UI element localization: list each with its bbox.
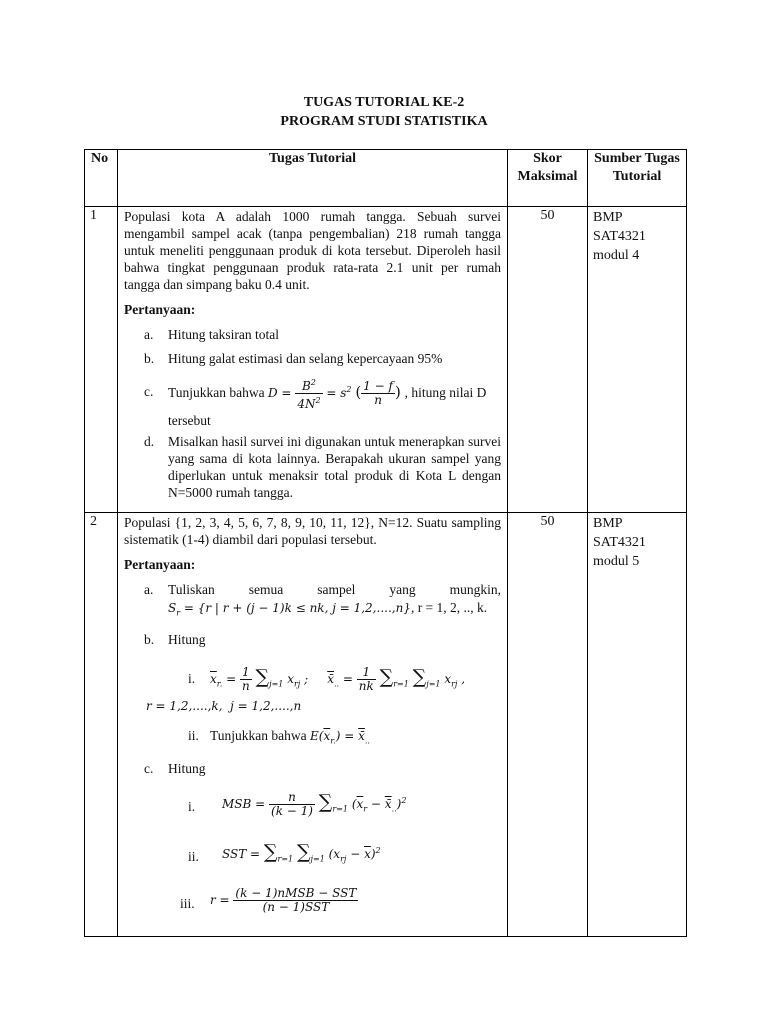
question-label: Pertanyaan: [124, 302, 196, 317]
item-label: a. [144, 582, 154, 597]
score-cell: 50 [508, 513, 588, 937]
source-line: BMP [593, 516, 623, 531]
question-label: Pertanyaan: [124, 557, 196, 572]
formula-sst: SST = $\sum_{r=1}$ $\sum_{j=1}$ $(x_{rj} - \overline{x})^2$ [222, 840, 381, 864]
sub-item [124, 728, 501, 745]
formula-means: $\overline{x}_{r.}$ = $\frac{1}{n}$ $\sum_{j=1}$ $x_{rj}$ ; $x̄_{..}$ = $\frac{1}{nk}$ $\sum_{r=1}$ $\sum_{j=1}$ $x_{rj}$ , [210, 665, 466, 694]
document-title: TUGAS TUTORIAL KE-2 [303, 95, 465, 110]
formula-sample-set: $S_r = \{r$ | r + (j − 1)k ≤ nk, j = 1,2,....,n} [168, 601, 411, 618]
formula-expectation: $E(\overline{x}_{r.})$ = $x̄_{..}$ [310, 729, 370, 746]
table-header-row [85, 150, 687, 207]
sub-item [124, 662, 501, 696]
item-text: Misalkan hasil survei ini digunakan untuk menerapkan survei yang sama di kota lainnya. Berapakah ukuran sampel yang diperlukan untuk menaksir total produk di Kota L dengan N=5000 rumah tangga. [168, 434, 501, 500]
table-row [85, 207, 687, 513]
formula-r: r = $\frac{\text{(k − 1)nMSB − SST}}{\text{(n − 1)SST}}$ [210, 885, 357, 914]
column-header-score: Skor Maksimal [508, 150, 588, 207]
item-text: Hitung [168, 632, 206, 648]
item-label: b. [144, 632, 155, 648]
sub-item-label: ii. [188, 728, 199, 744]
task-description: Populasi kota A adalah 1000 rumah tangga. Sebuah survei mengambil sampel acak (tanpa pengembalian) 218 rumah tangga untuk meneliti penggunaan produk di kota tersebut. Diperoleh hasil bahwa tingkat penggunaan produk rata-rata 2.1 unit per rumah tangga dan simpang baku 0.4 unit. [124, 209, 501, 292]
list-item [124, 326, 501, 343]
formula-index-range: r = 1,2,....,k, j = 1,2,....,n [146, 699, 302, 714]
item-label: d. [144, 434, 155, 449]
list-item [124, 374, 501, 429]
item-text: Hitung [168, 760, 206, 776]
sub-item-label: iii. [180, 895, 195, 911]
item-label: a. [144, 327, 154, 342]
sub-item-label: i. [188, 671, 196, 687]
source-line: BMP [593, 210, 623, 225]
column-header-task: Tugas Tutorial [118, 150, 508, 207]
item-text-tail: , r = 1, 2, .., k. [410, 600, 488, 615]
source-line: modul 4 [593, 248, 640, 263]
list-item [124, 760, 501, 777]
row-number: 2 [85, 513, 118, 937]
sub-item [124, 841, 501, 877]
column-header-no: No [85, 150, 118, 207]
sub-item-text: Tunjukkan bahwa [210, 728, 307, 744]
score-cell: 50 [508, 207, 588, 513]
list-item [124, 350, 501, 367]
item-text-tail: tersebut [168, 413, 211, 428]
question-list [124, 760, 501, 777]
item-label: c. [144, 384, 154, 399]
question-list [124, 581, 501, 648]
source-cell [588, 207, 687, 513]
item-text-suffix: , hitung nilai D [404, 385, 487, 400]
list-item [124, 581, 501, 621]
sub-item-indices [124, 698, 501, 714]
item-text: Tunjukkan bahwa [168, 385, 265, 400]
list-item [124, 631, 501, 648]
item-text: Tuliskan semua sampel yang mungkin, [168, 582, 501, 597]
table-row [85, 513, 687, 937]
list-item [124, 433, 501, 501]
source-line: SAT4321 [593, 229, 646, 244]
sub-item-label: i. [188, 798, 196, 814]
task-cell [118, 513, 508, 937]
question-list [124, 326, 501, 501]
source-line: modul 5 [593, 554, 640, 569]
item-label: b. [144, 351, 155, 366]
sub-item [124, 791, 501, 827]
document-subtitle: PROGRAM STUDI STATISTIKA [280, 114, 488, 129]
source-cell [588, 513, 687, 937]
row-number: 1 [85, 207, 118, 513]
column-header-source: Sumber Tugas Tutorial [588, 150, 687, 207]
formula-d: D = $\frac{B^2}{4N^2}$ = $s^2$ ( $\frac{1 - f}{n}$ ) [268, 378, 401, 411]
sub-item-label: ii. [188, 848, 199, 864]
source-line: SAT4321 [593, 535, 646, 550]
task-cell [118, 207, 508, 513]
item-text: Hitung taksiran total [168, 327, 279, 342]
item-label: c. [144, 760, 154, 776]
sub-item [124, 887, 501, 923]
formula-msb: MSB = $\frac{n}{(k - 1)}$ $\sum_{r=1}$ ($\overline{x}_r$ − $x̄_{..})^2$ [222, 789, 407, 818]
item-text: Hitung galat estimasi dan selang kepercayaan 95% [168, 351, 443, 366]
task-description: Populasi {1, 2, 3, 4, 5, 6, 7, 8, 9, 10, 11, 12}, N=12. Suatu sampling sistematik (1-4) diambil dari populasi tersebut. [124, 515, 501, 547]
tutorial-table [84, 149, 687, 937]
